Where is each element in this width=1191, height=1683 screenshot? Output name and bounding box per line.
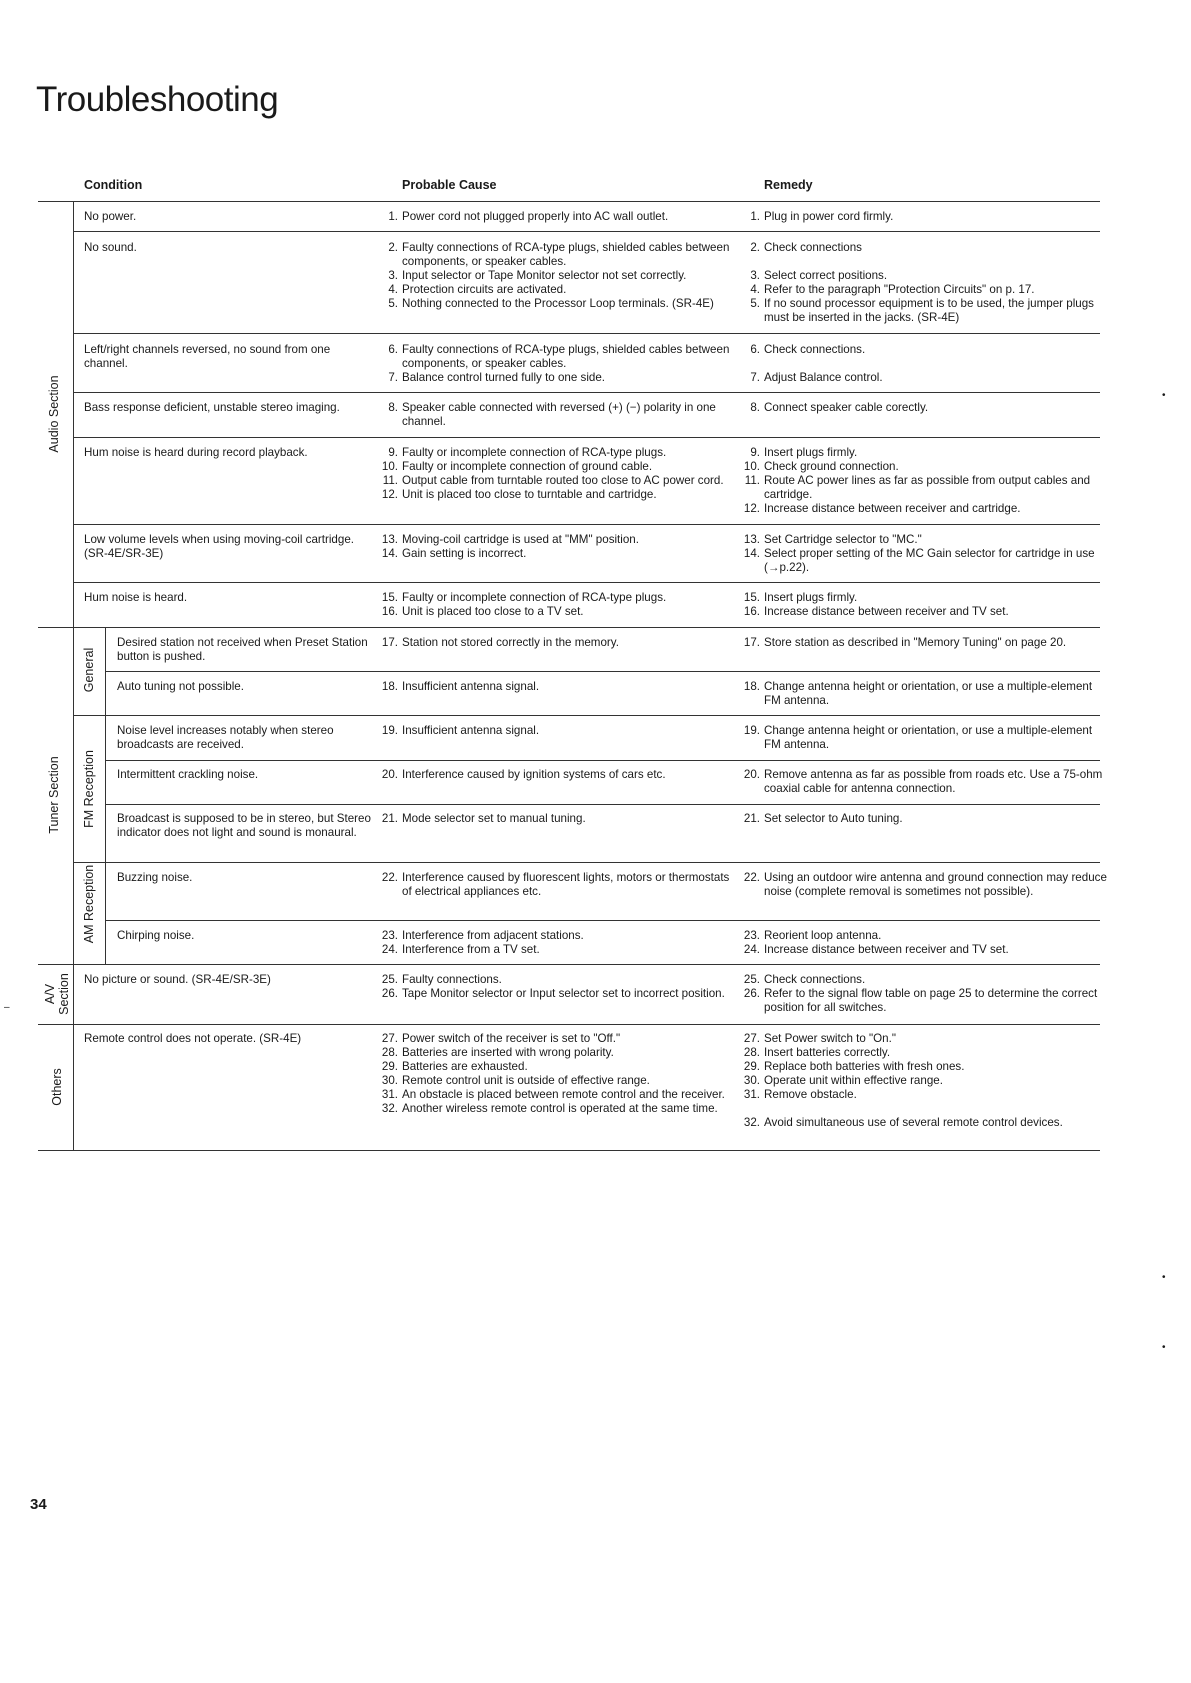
remedy-list: 1. Plug in power cord firmly. xyxy=(750,210,894,223)
condition-text: No picture or sound. (SR-4E/SR-3E) xyxy=(84,973,271,986)
remedy-list: 9. Insert plugs firmly. 10. Check ground connection. 11. Route AC power lines as far as possible from output cables and cartridge. 12. Increase distance between receiver and cartridge. xyxy=(743,446,1091,515)
condition-text: Bass response deficient, unstable stereo imaging. xyxy=(84,401,340,414)
remedy-list: 22. Using an outdoor wire antenna and ground connection may reduce noise (complete removal is sometimes not possible). xyxy=(743,871,1107,898)
page-number: 34 xyxy=(30,1496,47,1513)
cause-list: 27. Power switch of the receiver is set to "Off." 28. Batteries are inserted with wrong polarity. 29. Batteries are exhausted. 30. Remote control unit is outside of effective range. 31. An obstacle is placed between remote control and the receiver. 32. Another wireless remote control is operated at the same time. xyxy=(381,1032,725,1115)
page-title: Troubleshooting xyxy=(36,80,279,119)
condition-text: Hum noise is heard during record playback. xyxy=(84,446,308,459)
condition-text: No power. xyxy=(84,210,137,223)
remedy-list: 2. Check connections 3. Select correct positions. 4. Refer to the paragraph "Protection Circuits" on p. 17. 5. If no sound processor equipment is to be used, the jumper plugs must be inserted in the jacks. (SR-4E) xyxy=(750,241,1094,324)
cause-list: 19. Insufficient antenna signal. xyxy=(381,724,540,737)
condition-text: Noise level increases notably when stereo broadcasts are received. xyxy=(117,724,334,751)
condition-text: Broadcast is supposed to be in stereo, but Stereo indicator does not light and sound is monaural. xyxy=(117,812,371,839)
remedy-list: 27. Set Power switch to "On." 28. Insert batteries correctly. 29. Replace both batteries with fresh ones. 30. Operate unit within effective range. 31. Remove obstacle. 32. Avoid simultaneous use of several remote control devices. xyxy=(743,1032,1063,1129)
cause-list: 18. Insufficient antenna signal. xyxy=(381,680,540,693)
cause-list: 20. Interference caused by ignition systems of cars etc. xyxy=(381,768,666,781)
cause-list: 17. Station not stored correctly in the memory. xyxy=(381,636,619,649)
others-section-label: Others xyxy=(50,1068,64,1106)
condition-text: Auto tuning not possible. xyxy=(117,680,244,693)
condition-text: Remote control does not operate. (SR-4E) xyxy=(84,1032,302,1045)
condition-text: Intermittent crackling noise. xyxy=(117,768,259,781)
condition-text: Low volume levels when using moving-coil cartridge. (SR-4E/SR-3E) xyxy=(84,533,355,560)
remedy-header: Remedy xyxy=(764,178,813,192)
condition-text: Buzzing noise. xyxy=(117,871,193,884)
remedy-list: 19. Change antenna height or orientation, or use a multiple-element FM antenna. xyxy=(743,724,1093,751)
am-subsection-label: AM Reception xyxy=(82,864,96,944)
condition-text: Hum noise is heard. xyxy=(84,591,188,604)
remedy-list: 17. Store station as described in "Memory Tuning" on page 20. xyxy=(743,636,1067,649)
audio-section-label: Audio Section xyxy=(47,375,61,453)
cause-header: Probable Cause xyxy=(402,178,497,192)
condition-text: No sound. xyxy=(84,241,137,254)
cause-list: 15. Faulty or incomplete connection of RCA-type plugs. 16. Unit is placed too close to a TV set. xyxy=(381,591,667,618)
cause-list: 23. Interference from adjacent stations. 24. Interference from a TV set. xyxy=(381,929,584,956)
cause-list: 8. Speaker cable connected with reversed (+) (−) polarity in one channel. xyxy=(388,401,716,428)
cause-list: 9. Faulty or incomplete connection of RCA-type plugs. 10. Faulty or incomplete connection of ground cable. 11. Output cable from turntable routed too close to AC power cord. 12. Unit is placed too close to turntable and cartridge. xyxy=(381,446,724,501)
condition-text: Desired station not received when Preset Station button is pushed. xyxy=(117,636,368,663)
av-section-label: A/V Section xyxy=(43,973,71,1015)
cause-list: 13. Moving-coil cartridge is used at "MM" position. 14. Gain setting is incorrect. xyxy=(381,533,639,560)
remedy-list: 13. Set Cartridge selector to "MC." 14. Select proper setting of the MC Gain selector for cartridge in use (→p.22). xyxy=(743,533,1095,574)
cause-list: 6. Faulty connections of RCA-type plugs, shielded cables between components, or speaker cables. 7. Balance control turned fully to one side. xyxy=(388,343,730,384)
remedy-list: 25. Check connections. 26. Refer to the signal flow table on page 25 to determine the correct position for all switches. xyxy=(743,973,1098,1014)
fm-subsection-label: FM Reception xyxy=(82,750,96,828)
cause-list: 2. Faulty connections of RCA-type plugs, shielded cables between components, or speaker cables. 3. Input selector or Tape Monitor selector not set correctly. 4. Protection circuits are activated. 5. Nothing connected to the Processor Loop terminals. (SR-4E) xyxy=(388,241,730,310)
cause-list: 21. Mode selector set to manual tuning. xyxy=(381,812,586,825)
cause-list: 22. Interference caused by fluorescent lights, motors or thermostats of electrical appliances etc. xyxy=(381,871,730,898)
condition-text: Chirping noise. xyxy=(117,929,195,942)
remedy-list: 6. Check connections. 7. Adjust Balance control. xyxy=(750,343,883,384)
tuner-section-label: Tuner Section xyxy=(47,756,61,834)
remedy-list: 18. Change antenna height or orientation, or use a multiple-element FM antenna. xyxy=(743,680,1093,707)
condition-header: Condition xyxy=(84,178,143,192)
remedy-list: 15. Insert plugs firmly. 16. Increase distance between receiver and TV set. xyxy=(743,591,1009,618)
cause-list: 25. Faulty connections. 26. Tape Monitor selector or Input selector set to incorrect position. xyxy=(381,973,725,1000)
remedy-list: 8. Connect speaker cable corectly. xyxy=(750,401,929,414)
remedy-list: 20. Remove antenna as far as possible from roads etc. Use a 75-ohm coaxial cable for antenna connection. xyxy=(743,768,1103,795)
remedy-list: 21. Set selector to Auto tuning. xyxy=(743,812,903,825)
cause-list: 1. Power cord not plugged properly into AC wall outlet. xyxy=(388,210,669,223)
condition-text: Left/right channels reversed, no sound from one channel. xyxy=(84,343,331,370)
remedy-list: 23. Reorient loop antenna. 24. Increase distance between receiver and TV set. xyxy=(743,929,1009,956)
general-subsection-label: General xyxy=(82,647,96,693)
